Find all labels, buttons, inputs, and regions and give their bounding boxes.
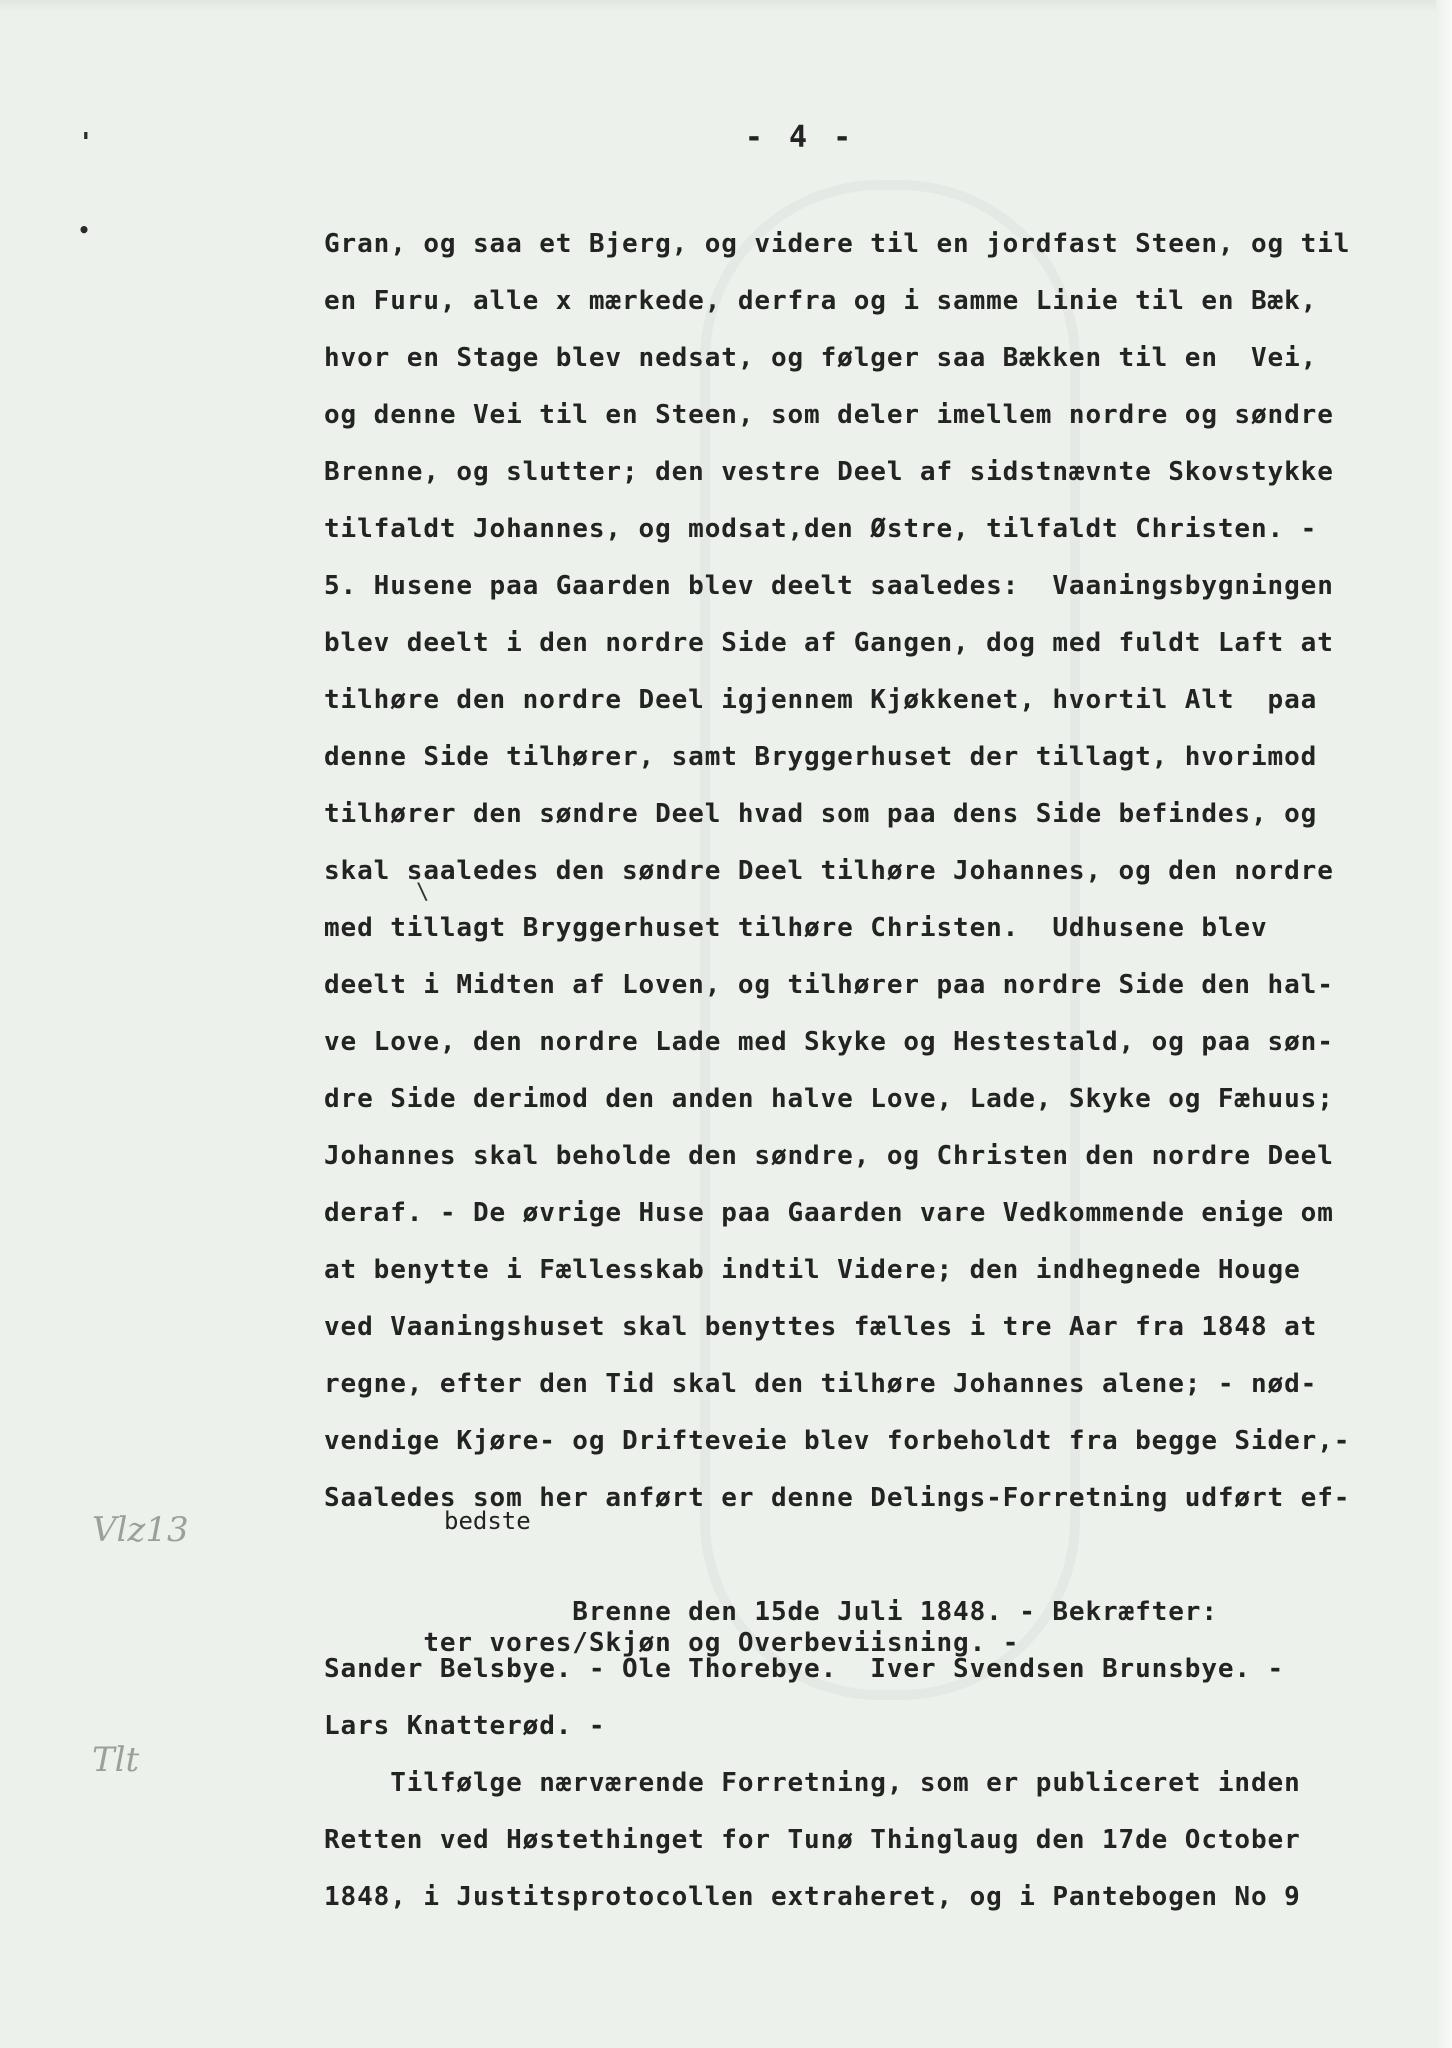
text-line-6: tilfaldt Johannes, og modsat,den Østre, tilfaldt Christen. - [324,514,1318,544]
margin-pencil-note-1: Vlz13 [92,1510,189,1550]
margin-mark-top: ' [78,128,94,158]
signatures-line-2: Lars Knatterød. - [324,1711,606,1741]
text-line-24: ter vores/Skjøn og Overbeviisning. - [423,1628,1020,1658]
signatures-line-1: Sander Belsbye. - Ole Thorebye. Iver Svendsen Brunsbye. - [324,1654,1285,1684]
page-number: - 4 - [744,120,856,155]
text-line-14: deelt i Midten af Loven, og tilhører paa nordre Side den hal- [324,970,1334,1000]
text-line-21: regne, efter den Tid skal den tilhøre Johannes alene; - nød- [324,1369,1318,1399]
date-line: Brenne den 15de Juli 1848. - Bekræfter: [324,1597,1218,1627]
text-line-4: og denne Vei til en Steen, som deler imellem nordre og søndre [324,400,1334,430]
text-line-10: denne Side tilhører, samt Bryggerhuset der tillagt, hvorimod [324,742,1318,772]
text-line-20: ved Vaaningshuset skal benyttes fælles i tre Aar fra 1848 at [324,1312,1318,1342]
text-line-19: at benytte i Fællesskab indtil Videre; den indhegnede Houge [324,1255,1301,1285]
page-right-edge [1436,0,1452,2048]
text-line-16: dre Side derimod den anden halve Love, Lade, Skyke og Fæhuus; [324,1084,1334,1114]
margin-mark-dot: • [78,218,91,242]
text-line-1: Gran, og saa et Bjerg, og videre til en jordfast Steen, og til [324,229,1351,259]
text-line-8: blev deelt i den nordre Side af Gangen, dog med fuldt Laft at [324,628,1334,658]
handwritten-insertion: bedste [444,1507,531,1535]
margin-pencil-note-2: Tlt [92,1740,140,1780]
text-line-9: tilhøre den nordre Deel igjennem Kjøkkenet, hvortil Alt paa [324,685,1318,715]
text-line-23: Saaledes som her anført er denne Delings-Forretning udført ef- [324,1483,1351,1513]
correction-mark: \ [416,880,430,905]
text-line-12: skal saaledes den søndre Deel tilhøre Johannes, og den nordre [324,856,1334,886]
text-line-15: ve Love, den nordre Lade med Skyke og Hestestald, og paa søn- [324,1027,1334,1057]
text-line-17: Johannes skal beholde den søndre, og Christen den nordre Deel [324,1141,1334,1171]
text-line-22: vendige Kjøre- og Drifteveie blev forbeholdt fra begge Sider,- [324,1426,1351,1456]
text-line-29: Retten ved Høstethinget for Tunø Thinglaug den 17de October [324,1825,1301,1855]
body-text [324,222,1434,1932]
text-line-11: tilhører den søndre Deel hvad som paa dens Side befindes, og [324,799,1318,829]
text-line-18: deraf. - De øvrige Huse paa Gaarden vare Vedkommende enige om [324,1198,1334,1228]
text-line-7: 5. Husene paa Gaarden blev deelt saaledes: Vaaningsbygningen [324,571,1334,601]
text-line-30: 1848, i Justitsprotocollen extraheret, og i Pantebogen No 9 [324,1882,1301,1912]
text-line-5: Brenne, og slutter; den vestre Deel af sidstnævnte Skovstykke [324,457,1334,487]
text-line-28: Tilfølge nærværende Forretning, som er publiceret inden [324,1768,1301,1798]
text-line-3: hvor en Stage blev nedsat, og følger saa Bækken til en Vei, [324,343,1318,373]
text-line-2: en Furu, alle x mærkede, derfra og i samme Linie til en Bæk, [324,286,1318,316]
page-top-edge [0,0,1452,12]
text-line-13: med tillagt Bryggerhuset tilhøre Christen. Udhusene blev [324,913,1268,943]
